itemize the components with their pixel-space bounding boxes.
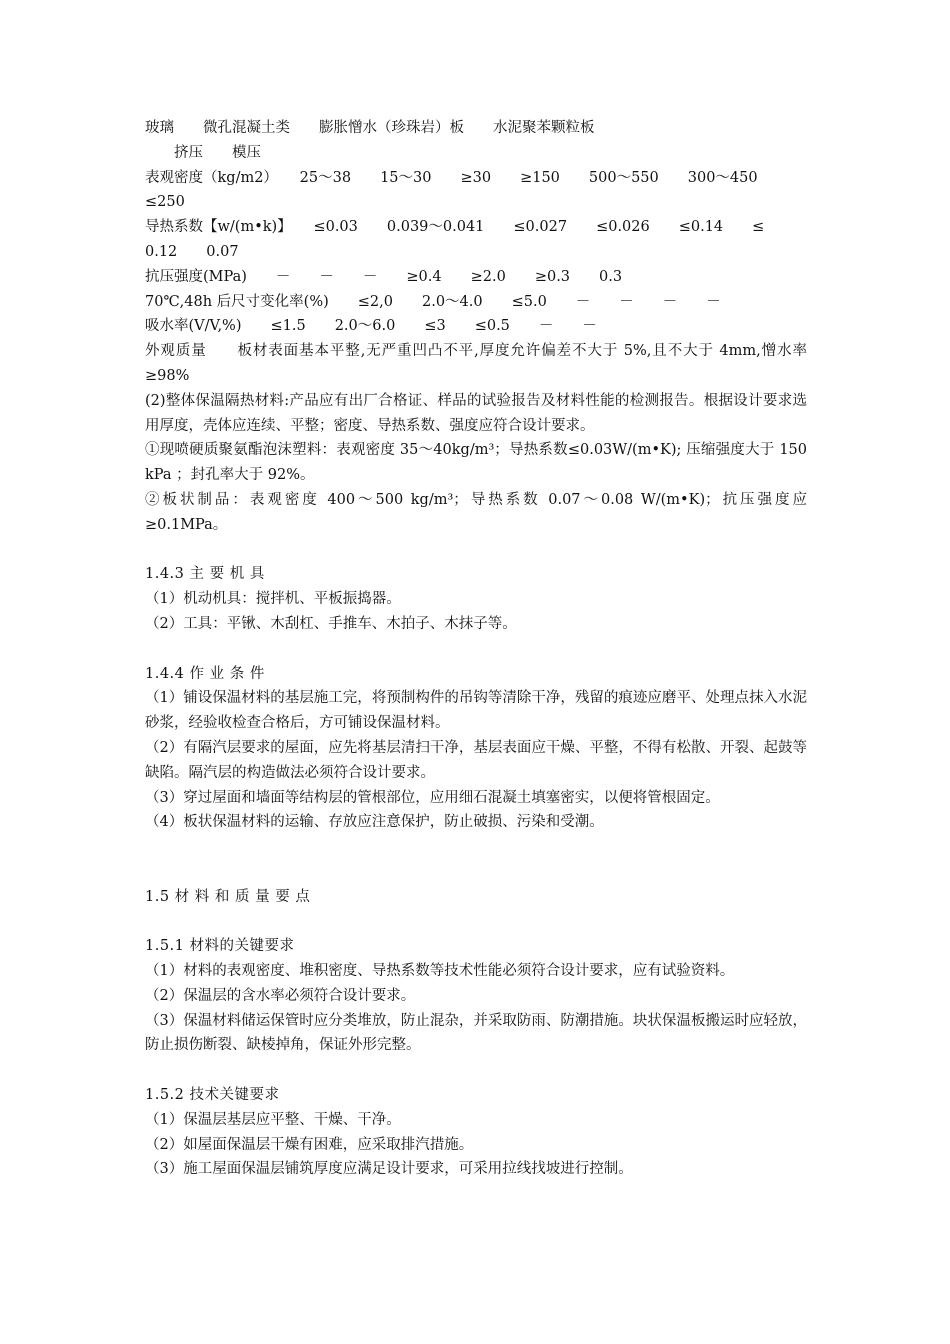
conditions-item-3: （3）穿过屋面和墙面等结构层的管根部位，应用细石混凝土填塞密实，以便将管根固定。 bbox=[145, 789, 720, 806]
table-header-row2: 挤压 模压 bbox=[145, 144, 261, 161]
table-appearance-row: 外观质量 板材表面基本平整,无严重凹凸不平,厚度允许偏差不大于 5%,且不大于 4mm,憎水率≥98% bbox=[145, 343, 807, 384]
subsection-heading-materials: 1.5.1 材料的关键要求 bbox=[145, 938, 295, 955]
technical-item-1: （1）保温层基层应平整、干燥、干净。 bbox=[145, 1111, 401, 1128]
table-water-absorption-row: 吸水率(V/V,%) ≤1.5 2.0～6.0 ≤3 ≤0.5 － － bbox=[145, 318, 597, 335]
integral-material-item-2: ②板状制品：表观密度 400～500 kg/m³；导热系数 0.07～0.08 W/(m•K)；抗压强度应 ≥0.1MPa。 bbox=[145, 491, 807, 533]
tools-item-2: （2）工具：平锹、木刮杠、手推车、木拍子、木抹子等。 bbox=[145, 615, 517, 632]
technical-item-3: （3）施工屋面保温层铺筑厚度应满足设计要求，可采用拉线找坡进行控制。 bbox=[145, 1161, 633, 1178]
spacer bbox=[145, 538, 807, 563]
conditions-item-4: （4）板状保温材料的运输、存放应注意保护，防止破损、污染和受潮。 bbox=[145, 814, 604, 831]
integral-material-item-1: ①现喷硬质聚氨酯泡沫塑料：表观密度 35～40kg/m³；导热系数≤0.03W/(m•K); 压缩强度大于 150 kPa ；封孔率大于 92%。 bbox=[145, 442, 807, 484]
spacer bbox=[145, 1058, 807, 1083]
integral-material-intro: (2)整体保温隔热材料:产品应有出厂合格证、样品的试验报告及材料性能的检测报告。根据设计要求选用厚度，壳体应连续、平整；密度、导热系数、强度应符合设计要求。 bbox=[145, 392, 807, 434]
table-header-row1: 玻璃 微孔混凝土类 膨胀憎水（珍珠岩）板 水泥聚苯颗粒板 bbox=[145, 120, 595, 136]
tools-item-1: （1）机动机具：搅拌机、平板振捣器。 bbox=[145, 591, 401, 608]
materials-item-2: （2）保温层的含水率必须符合设计要求。 bbox=[145, 987, 416, 1004]
conditions-item-2: （2）有隔汽层要求的屋面，应先将基层清扫干净，基层表面应干燥、平整，不得有松散、开裂、起鼓等缺陷。隔汽层的构造做法必须符合设计要求。 bbox=[145, 739, 807, 781]
technical-item-2: （2）如屋面保温层干燥有困难，应采取排汽措施。 bbox=[145, 1136, 474, 1153]
conditions-item-1: （1）铺设保温材料的基层施工完，将预制构件的吊钩等清除干净，残留的痕迹应磨平、处理点抹入水泥砂浆，经验收检查合格后，方可铺设保温材料。 bbox=[145, 690, 807, 732]
section-heading-conditions: 1.4.4 作 业 条 件 bbox=[145, 665, 265, 682]
table-density-row-continued: ≤250 bbox=[145, 194, 185, 211]
table-conductivity-row-continued: 0.12 0.07 bbox=[145, 243, 239, 260]
table-conductivity-row: 导热系数【w/(m•k)】 ≤0.03 0.039～0.041 ≤0.027 ≤0.026 ≤0.14 ≤ bbox=[145, 219, 765, 236]
materials-item-3: （3）保温材料储运保管时应分类堆放，防止混杂，并采取防雨、防潮措施。块状保温板搬运时应轻放，防止损伤断裂、缺棱掉角，保证外形完整。 bbox=[145, 1012, 807, 1054]
section-heading-tools: 1.4.3 主 要 机 具 bbox=[145, 566, 265, 583]
subsection-heading-technical: 1.5.2 技术关键要求 bbox=[145, 1087, 280, 1104]
document-page bbox=[145, 116, 807, 1182]
section-heading-materials-quality: 1.5 材 料 和 质 量 要 点 bbox=[145, 888, 311, 905]
spacer bbox=[145, 637, 807, 662]
table-density-row: 表观密度（kg/m2） 25～38 15～30 ≥30 ≥150 500～550 300～450 bbox=[145, 169, 758, 186]
spacer bbox=[145, 910, 807, 935]
spacer bbox=[145, 835, 807, 885]
materials-item-1: （1）材料的表观密度、堆积密度、导热系数等技术性能必须符合设计要求，应有试验资料。 bbox=[145, 963, 735, 980]
table-strength-row: 抗压强度(MPa) － － － ≥0.4 ≥2.0 ≥0.3 0.3 bbox=[145, 268, 623, 285]
table-dimension-change-row: 70℃,48h 后尺寸变化率(%) ≤2,0 2.0～4.0 ≤5.0 － － － － bbox=[145, 293, 721, 310]
